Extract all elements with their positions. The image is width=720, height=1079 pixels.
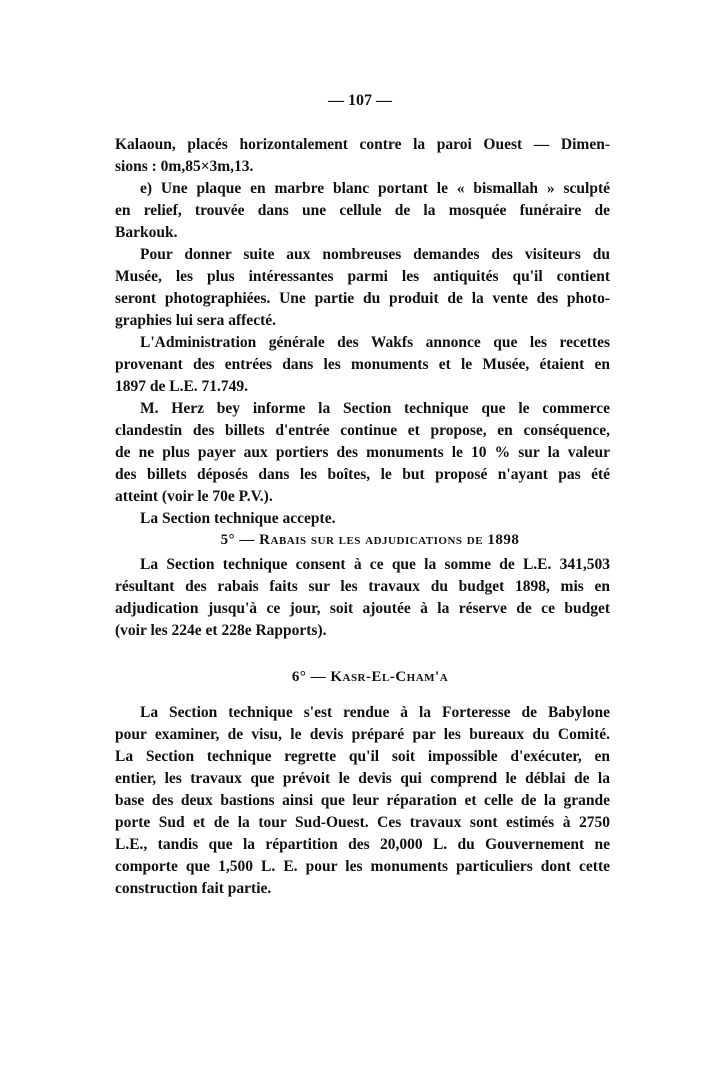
text-line: construction fait partie. [115,880,272,897]
text-line: e) Une plaque en marbre blanc portant le « bismallah » sculpté [140,180,610,197]
text-line: pour examiner, de visu, le devis préparé par les bureaux du Comité. [115,726,610,743]
page-number: — 107 — [328,92,392,109]
text-line: L'Administration générale des Wakfs annonce que les recettes [140,334,610,351]
text-line: adjudication jusqu'à ce jour, soit ajoutée à la réserve de ce budget [115,600,610,617]
text-line: en relief, trouvée dans une cellule de la mosquée funéraire de [115,202,610,219]
text-line: seront photographiées. Une partie du produit de la vente des photo- [115,290,610,307]
text-line: Barkouk. [115,224,178,241]
text-line: Pour donner suite aux nombreuses demandes des visiteurs du [140,246,610,263]
text-line: sions : 0m,85×3m,13. [115,158,254,175]
text-line: (voir les 224e et 228e Rapports). [115,622,327,639]
section-heading-6: 6° — Kasr-El-Cham'a [291,669,449,685]
text-line: entier, les travaux que prévoit le devis qui comprend le déblai de la [115,770,610,787]
text-line: porte Sud et de la tour Sud-Ouest. Ces travaux sont estimés à 2750 [115,814,610,831]
text-line: atteint (voir le 70e P.V.). [115,488,273,505]
text-line: provenant des entrées dans les monuments et le Musée, étaient en [115,356,610,373]
text-line: Kalaoun, placés horizontalement contre la paroi Ouest — Dimen- [115,136,610,153]
text-line: L.E., tandis que la répartition des 20,000 L. du Gouvernement ne [115,836,610,853]
text-line: 1897 de L.E. 71.749. [115,378,249,395]
text-line: La Section technique regrette qu'il soit impossible d'exécuter, en [115,748,610,765]
text-line: Musée, les plus intéressantes parmi les antiquités qu'il contient [115,268,610,285]
text-line: M. Herz bey informe la Section technique que le commerce [140,400,610,417]
text-line: résultant des rabais faits sur les travaux du budget 1898, mis en [115,578,610,595]
text-line: La Section technique s'est rendue à la Forteresse de Babylone [140,704,610,721]
text-line: base des deux bastions ainsi que leur réparation et celle de la grande [115,792,610,809]
text-line: comporte que 1,500 L. E. pour les monuments particuliers dont cette [115,858,610,875]
text-line: La Section technique consent à ce que la somme de L.E. 341,503 [140,556,610,573]
text-line: clandestin des billets d'entrée continue et propose, en conséquence, [115,422,610,439]
text-line: graphies lui sera affecté. [115,312,276,329]
section-heading-5: 5° — Rabais sur les adjudications de 1898 [220,532,520,548]
text-line: de ne plus payer aux portiers des monuments le 10 % sur la valeur [115,444,610,461]
text-line: La Section technique accepte. [140,510,336,527]
text-line: des billets déposés dans les boîtes, le but proposé n'ayant pas été [115,466,610,483]
